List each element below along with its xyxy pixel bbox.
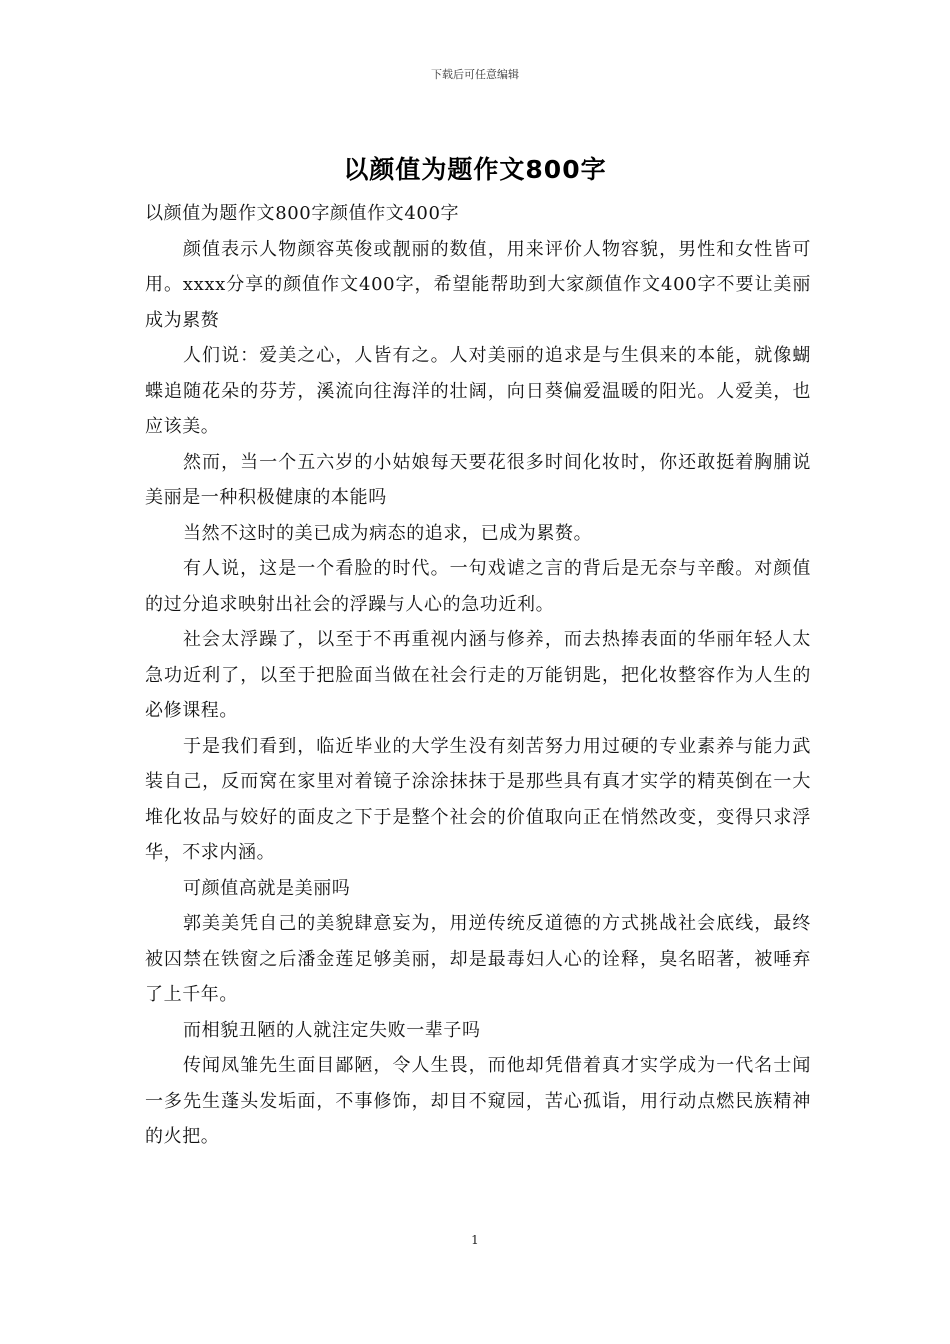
paragraph: 有人说，这是一个看脸的时代。一句戏谑之言的背后是无奈与辛酸。对颜值的过分追求映射出社会的浮躁与人心的急功近利。 (145, 558, 811, 615)
paragraph: 郭美美凭自己的美貌肆意妄为，用逆传统反道德的方式挑战社会底线，最终被囚禁在铁窗之后潘金莲足够美丽，却是最毒妇人心的诠释，臭名昭著，被唾弃了上千年。 (145, 913, 811, 1005)
paragraph: 人们说：爱美之心，人皆有之。人对美丽的追求是与生俱来的本能，就像蝴蝶追随花朵的芬芳，溪流向往海洋的壮阔，向日葵偏爱温暖的阳光。人爱美，也应该美。 (145, 345, 811, 437)
paragraph: 传闻凤雏先生面目鄙陋，令人生畏，而他却凭借着真才实学成为一代名士闻一多先生蓬头发垢面，不事修饰，却目不窥园，苦心孤诣，用行动点燃民族精神的火把。 (145, 1055, 811, 1147)
paragraph: 颜值表示人物颜容英俊或靓丽的数值，用来评价人物容貌，男性和女性皆可用。xxxx分享的颜值作文400字，希望能帮助到大家颜值作文400字不要让美丽成为累赘 (145, 238, 811, 331)
paragraph: 可颜值高就是美丽吗 (183, 877, 351, 899)
paragraph: 而相貌丑陋的人就注定失败一辈子吗 (183, 1019, 481, 1041)
paragraph: 于是我们看到，临近毕业的大学生没有刻苦努力用过硬的专业素养与能力武装自己，反而窝在家里对着镜子涂涂抹抹于是那些具有真才实学的精英倒在一大堆化妆品与姣好的面皮之下于是整个社会的价值取向正在悄然改变，变得只求浮华，不求内涵。 (145, 735, 811, 863)
paragraph: 当然不这时的美已成为病态的追求，已成为累赘。 (183, 522, 593, 544)
paragraph: 社会太浮躁了，以至于不再重视内涵与修养，而去热捧表面的华丽年轻人太急功近利了，以至于把脸面当做在社会行走的万能钥匙，把化妆整容作为人生的必修课程。 (145, 629, 811, 721)
document-body (145, 196, 811, 1155)
page-number: 1 (471, 1233, 479, 1247)
paragraph: 然而，当一个五六岁的小姑娘每天要花很多时间化妆时，你还敢挺着胸脯说美丽是一种积极健康的本能吗 (145, 451, 811, 508)
document-subtitle: 以颜值为题作文800字颜值作文400字 (145, 203, 460, 224)
document-title: 以颜值为题作文800字 (343, 155, 607, 184)
header-note: 下载后可任意编辑 (431, 68, 519, 81)
